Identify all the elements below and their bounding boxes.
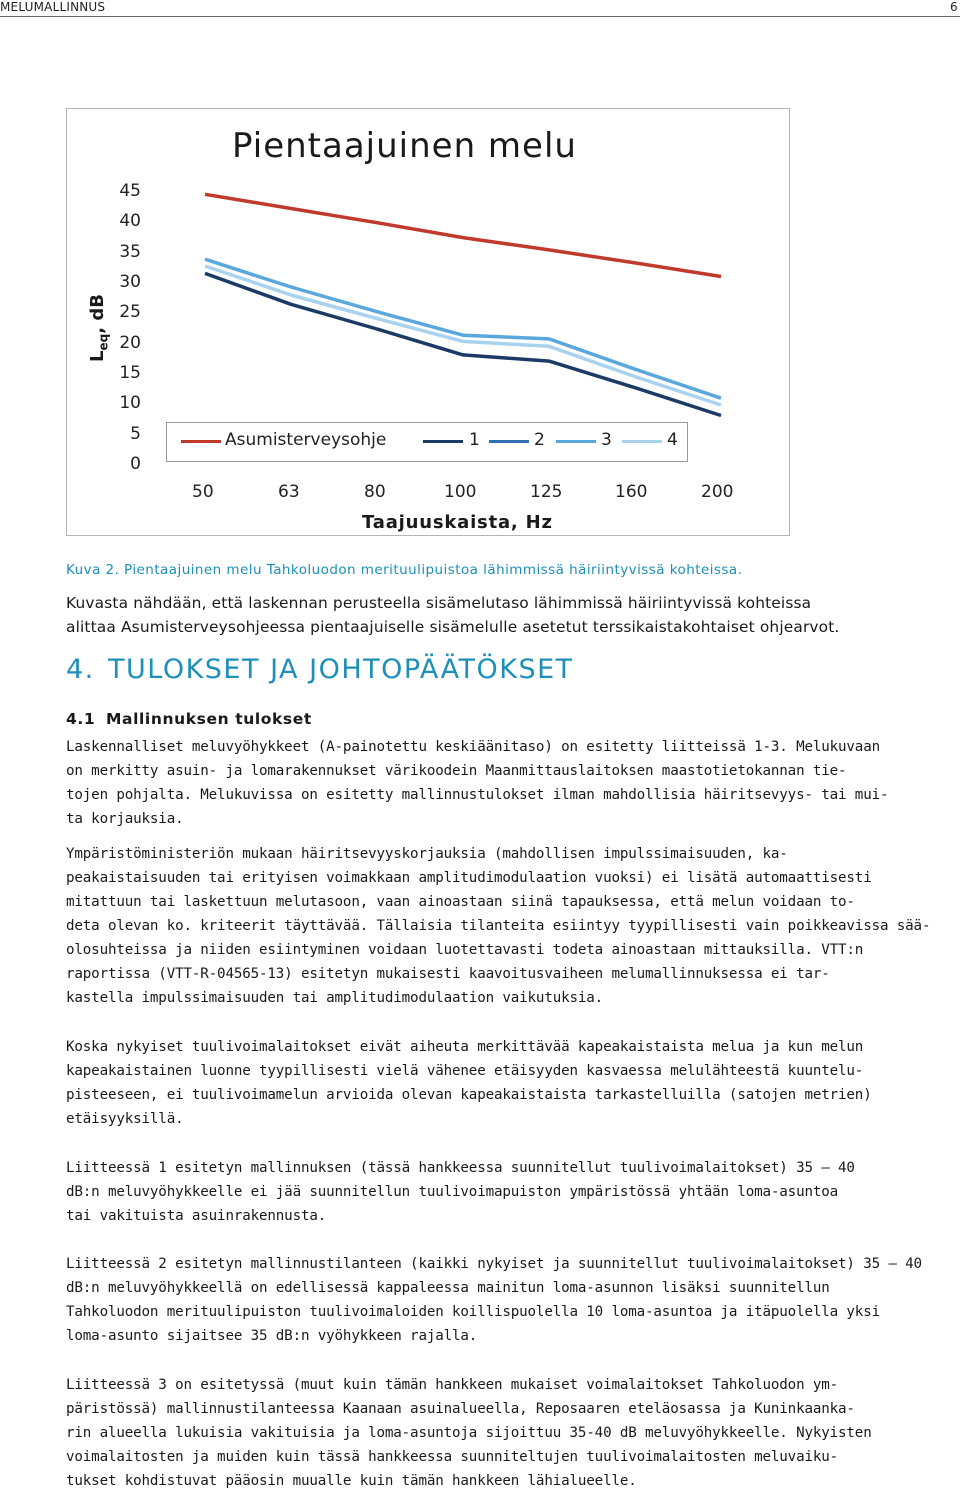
legend-swatch-4 [622,440,662,443]
x-tick-label: 100 [444,482,477,502]
x-tick-label: 200 [701,482,734,502]
paragraph-line: tai vakituista asuinrakennusta. [66,1208,327,1224]
paragraph-line: Liitteessä 1 esitetyn mallinnuksen (tässä hankkeessa suunnitellut tuulivoimalaitokset) 35 — 40 [66,1160,855,1176]
y-label-subscript: eq [96,333,111,351]
y-tick-label: 5 [130,424,141,444]
x-tick-label: 50 [192,482,214,502]
y-tick-label: 15 [119,363,141,383]
legend-swatch-3 [556,440,596,443]
paragraph-line: raportissa (VTT-R-04565-13) esitetyn mukaisesti kaavoitusvaiheen melumallinnuksessa ei tar- [66,966,830,982]
paragraph-line: voimalaitosten ja muiden kuin tässä hankkeessa suunniteltujen tuulivoimalaitosten meluvaiku- [66,1449,839,1465]
paragraph-line: loma-asunto sijaitsee 35 dB:n vyöhykkeen rajalla. [66,1328,478,1344]
x-tick-label: 160 [615,482,648,502]
legend-label-1: 1 [469,430,480,450]
y-tick-label: 25 [119,302,141,322]
paragraph-line: tojen pohjalta. Melukuvissa on esitetty mallinnustulokset ilman mahdollisia häiritsevyys- tai mui- [66,787,889,803]
chart-legend [166,422,688,462]
figure-caption: Kuva 2. Pientaajuinen melu Tahkoluodon merituulipuistoa lähimmissä häiriintyvissä kohteissa. [66,562,743,578]
legend-swatch-asumisterveysohje [181,440,221,443]
paragraph-line: Liitteessä 2 esitetyn mallinnustilanteen (kaikki nykyiset ja suunnitellut tuulivoimalaitokset) 35 — 40 [66,1256,922,1272]
x-tick-label: 63 [278,482,300,502]
paragraph-line: mitattuun tai laskettuun melutasoon, vaan ainoastaan siinä tapauksessa, että melun voidaan to- [66,894,855,910]
chart-plot-area [0,0,960,560]
document-title: MELUMALLINNUS [0,0,106,14]
legend-label-4: 4 [667,430,678,450]
legend-label-3: 3 [601,430,612,450]
paragraph-line: kastella impulssimaisuuden tai amplitudimodulaation vaikutuksia. [66,990,604,1006]
y-tick-label: 35 [119,242,141,262]
series-line-asumisterveysohje [205,194,721,276]
section-title: TULOKSET JA JOHTOPÄÄTÖKSET [108,654,574,685]
paragraph-line: Ympäristöministeriön mukaan häiritsevyyskorjauksia (mahdollisen impulssimaisuuden, ka- [66,846,788,862]
paragraph-line: Laskennalliset meluvyöhykkeet (A-painotettu keskiäänitaso) on esitetty liitteissä 1-3. Melukuvaan [66,739,880,755]
y-label-main: L [87,350,108,362]
series-line-1 [205,273,721,415]
y-tick-label: 45 [119,181,141,201]
subsection-title: Mallinnuksen tulokset [106,710,312,728]
chart-x-axis-label: Taajuuskaista, Hz [362,512,553,533]
y-tick-label: 10 [119,393,141,413]
paragraph-line: deta olevan ko. kriteerit täyttävää. Tällaisia tilanteita esiintyy tyypillisesti vain poikkeavissa sää- [66,918,931,934]
y-tick-label: 20 [119,333,141,353]
x-tick-label: 125 [530,482,563,502]
page-number: 6 [950,0,958,14]
paragraph-line: rin alueella lukuisia vakituisia ja loma-asuntoja sijoittuu 35-40 dB meluvyöhykkeelle. Nykyisten [66,1425,872,1441]
section-number: 4. [66,654,95,685]
subsection-heading [66,710,312,728]
subsection-number: 4.1 [66,710,96,728]
paragraph-line: on merkitty asuin- ja lomarakennukset värikoodein Maanmittauslaitoksen maastotietokannan tie- [66,763,847,779]
paragraph-line: dB:n meluvyöhykkeelle ei jää suunnitellun tuulivoimapuiston ympäristössä yhtään loma-asuntoa [66,1184,839,1200]
paragraph-line: dB:n meluvyöhykkeellä on edellisessä kappaleessa mainitun loma-asunnon lisäksi suunnitellun [66,1280,830,1296]
paragraph-line: Koska nykyiset tuulivoimalaitokset eivät aiheuta merkittävää kapeakaistaista melua ja kun melun [66,1039,864,1055]
y-tick-label: 30 [119,272,141,292]
y-label-unit: , dB [87,294,108,334]
paragraph-line: ta korjauksia. [66,811,184,827]
paragraph-line: Tahkoluodon merituulipuiston tuulivoimaloiden koillispuolella 10 loma-asuntoa ja itäpuolella yksi [66,1304,880,1320]
paragraph-line: tukset kohdistuvat pääosin muualle kuin tämän hankkeen lähialueelle. [66,1473,637,1489]
legend-label-asumisterveysohje: Asumisterveysohje [225,430,387,450]
intro-paragraph-line: alittaa Asumisterveysohjeessa pientaajuiselle sisämelulle asetetut terssikaistakohtaiset ohjearvot. [66,618,840,636]
legend-swatch-1 [423,440,463,443]
x-tick-label: 80 [364,482,386,502]
paragraph-line: olosuhteissa ja niiden esiintyminen voidaan luotettavasti todeta ainoastaan mittauksilla. VTT:n [66,942,864,958]
paragraph-line: pisteeseen, ei tuulivoimamelun arvioida olevan kapeakaistaista tarkastelluilla (satojen metrien) [66,1087,872,1103]
paragraph-line: Liitteessä 3 on esitetyssä (muut kuin tämän hankkeen mukaiset voimalaitokset Tahkoluodon ym- [66,1377,839,1393]
legend-swatch-2 [489,440,529,443]
intro-paragraph-line: Kuvasta nähdään, että laskennan perusteella sisämelutaso lähimmissä häiriintyvissä kohteissa [66,594,812,612]
paragraph-line: päristössä) mallinnustilanteessa Kaanaan asuinalueella, Reposaaren eteläosassa ja Kuninkaanka- [66,1401,855,1417]
paragraph-line: peakaistaisuuden tai erityisen voimakkaan amplitudimodulaation vuoksi) ei lisätä automaattisesti [66,870,872,886]
legend-label-2: 2 [534,430,545,450]
y-tick-label: 0 [130,454,141,474]
y-tick-label: 40 [119,211,141,231]
series-line-3 [205,259,721,398]
paragraph-line: kapeakaistainen luonne tyypillisesti vielä vähenee etäisyyden kasvaessa melulähteestä kuuntelu- [66,1063,864,1079]
paragraph-line: etäisyyksillä. [66,1111,184,1127]
chart-title: Pientaajuinen melu [232,126,577,166]
